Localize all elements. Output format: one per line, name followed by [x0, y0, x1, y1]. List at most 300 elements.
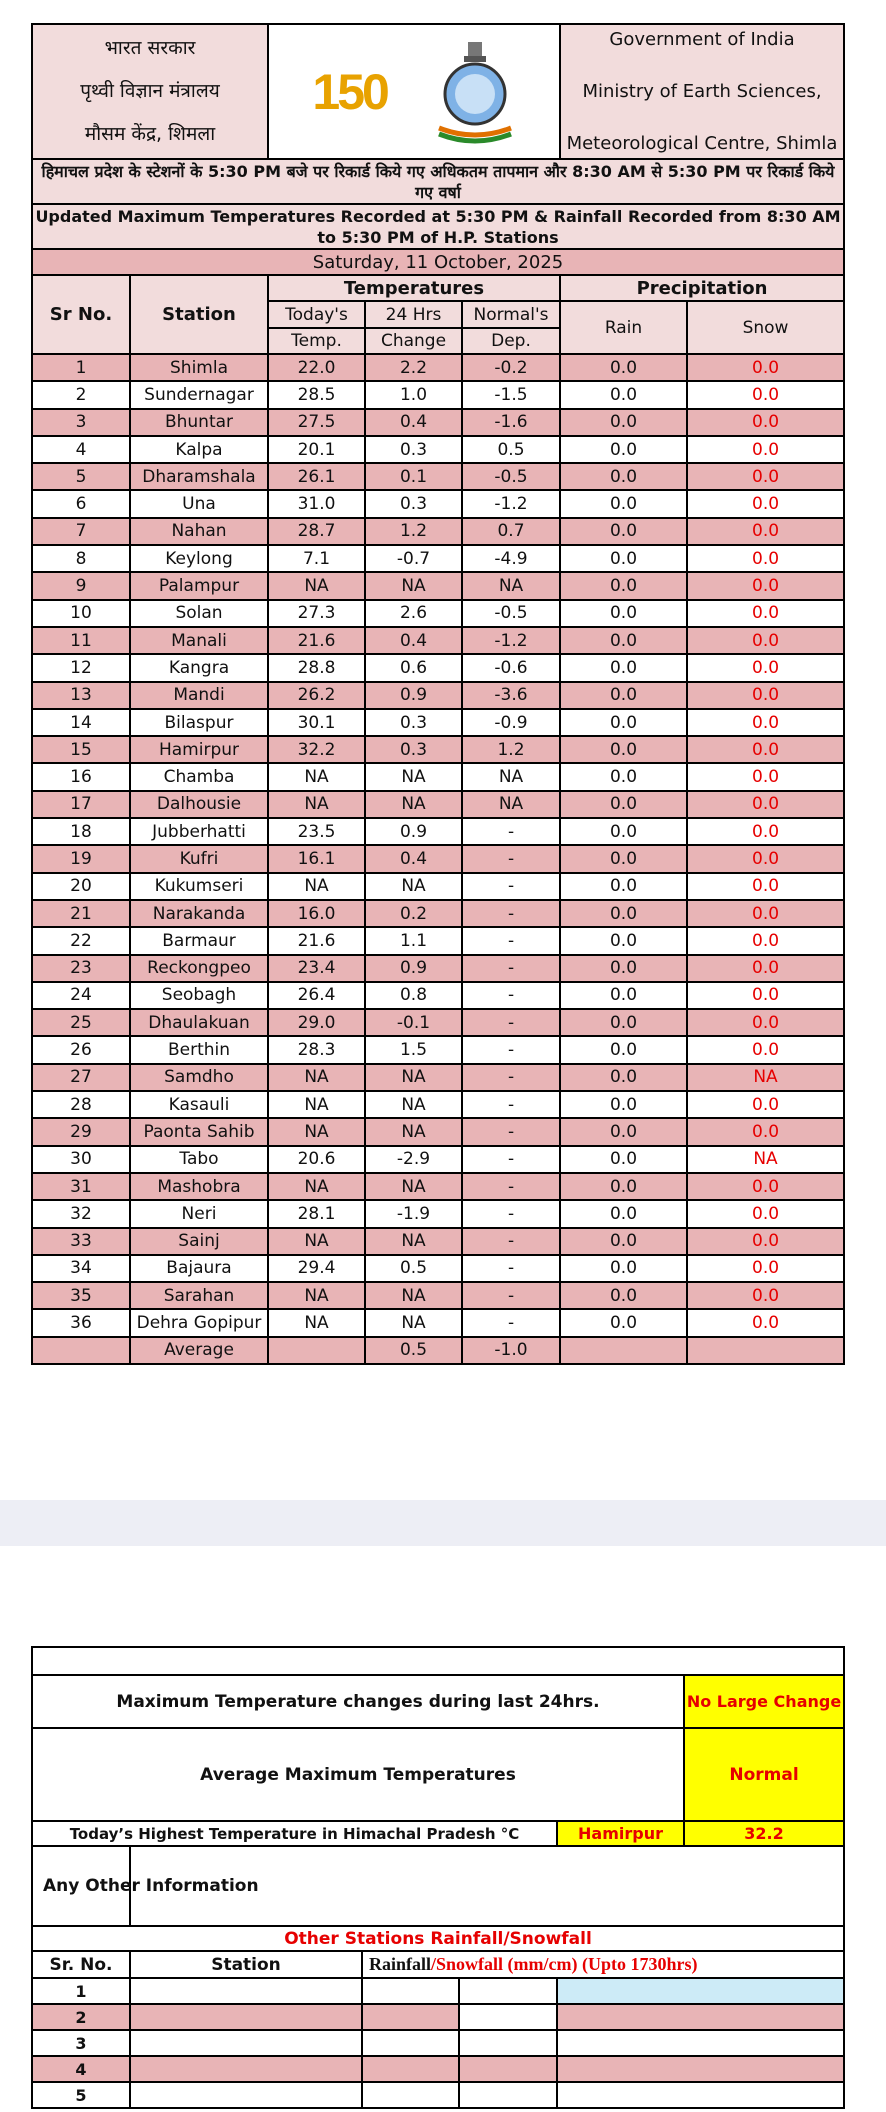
sr-no: 31 [32, 1173, 130, 1200]
hindi-line: मौसम केंद्र, शिमला [84, 123, 216, 145]
hindi-line: पृथ्वी विज्ञान मंत्रालय [80, 80, 220, 102]
change-value: No Large Change [684, 1675, 844, 1728]
highest-label: Today’s Highest Temperature in Himachal Pradesh °C [32, 1821, 557, 1846]
summary-table [31, 1646, 845, 2109]
other-station-row [32, 2082, 844, 2108]
sr-no: 13 [32, 682, 130, 709]
station-name: Kukumseri [130, 873, 268, 900]
rain-value: 0.0 [560, 545, 687, 572]
rain-value: 0.0 [560, 1064, 687, 1091]
change-24h: NA [365, 763, 462, 790]
col-change: 24 Hrs [365, 301, 462, 328]
other-station-row [32, 2030, 844, 2056]
station-name: Bilaspur [130, 709, 268, 736]
rain-value: 0.0 [560, 409, 687, 436]
today-temp: 28.5 [268, 381, 365, 408]
normal-dep: - [462, 1064, 560, 1091]
station-row [32, 654, 844, 681]
snow-value: 0.0 [687, 763, 844, 790]
station-row [32, 873, 844, 900]
snow-value: 0.0 [687, 545, 844, 572]
change-24h: 1.1 [365, 927, 462, 954]
station-row [32, 818, 844, 845]
station-name: Chamba [130, 763, 268, 790]
sr-no: 21 [32, 900, 130, 927]
hindi-title: हिमाचल प्रदेश के स्टेशनों के 5:30 PM बजे पर रिकार्ड किये गए अधिकतम तापमान और 8:30 AM से 5:30 PM पर रिकार्ड किये गए वर्षा [32, 159, 844, 204]
change-24h: 0.9 [365, 682, 462, 709]
station-name: Paonta Sahib [130, 1118, 268, 1145]
station-row [32, 572, 844, 599]
change-24h: 0.9 [365, 955, 462, 982]
normal-dep: - [462, 873, 560, 900]
rain-value: 0.0 [560, 818, 687, 845]
other-station-cell [557, 2004, 844, 2030]
station-name: Kangra [130, 654, 268, 681]
other-station-cell [130, 2082, 362, 2108]
sr-no: 20 [32, 873, 130, 900]
station-name: Neri [130, 1200, 268, 1227]
blank-row [32, 1647, 844, 1675]
today-temp: 32.2 [268, 736, 365, 763]
rain-value: 0.0 [560, 436, 687, 463]
normal-dep: 0.5 [462, 436, 560, 463]
rain-value: 0.0 [560, 463, 687, 490]
other-station-cell [459, 2082, 557, 2108]
snow-value: 0.0 [687, 1228, 844, 1255]
station-name: Kasauli [130, 1091, 268, 1118]
sr-no: 28 [32, 1091, 130, 1118]
rain-value: 0.0 [560, 845, 687, 872]
sr-no: 5 [32, 463, 130, 490]
today-temp: 27.3 [268, 600, 365, 627]
col-precipitation: Precipitation [560, 275, 844, 301]
sr-no: 18 [32, 818, 130, 845]
station-name: Narakanda [130, 900, 268, 927]
snow-value: 0.0 [687, 1118, 844, 1145]
station-name: Bajaura [130, 1255, 268, 1282]
station-row [32, 1173, 844, 1200]
snow-value: NA [687, 1064, 844, 1091]
station-row [32, 600, 844, 627]
col-normal: Normal's [462, 301, 560, 328]
change-24h: 0.3 [365, 736, 462, 763]
change-24h: NA [365, 1064, 462, 1091]
normal-dep: - [462, 1282, 560, 1309]
today-temp: NA [268, 572, 365, 599]
change-24h: 1.5 [365, 1036, 462, 1063]
normal-dep: -4.9 [462, 545, 560, 572]
other-station-cell [557, 2030, 844, 2056]
today-temp: 20.6 [268, 1146, 365, 1173]
normal-dep: -0.9 [462, 709, 560, 736]
sr-no: 9 [32, 572, 130, 599]
change-24h: 1.2 [365, 518, 462, 545]
normal-dep: -0.5 [462, 463, 560, 490]
normal-dep: - [462, 1009, 560, 1036]
col-today: Today's [268, 301, 365, 328]
normal-dep: -0.6 [462, 654, 560, 681]
snow-value: 0.0 [687, 682, 844, 709]
station-name: Berthin [130, 1036, 268, 1063]
report-date: Saturday, 11 October, 2025 [32, 249, 844, 275]
station-name: Dhaulakuan [130, 1009, 268, 1036]
other-station-cell [362, 1978, 459, 2004]
rain-value: 0.0 [560, 900, 687, 927]
normal-dep: -0.2 [462, 354, 560, 381]
change-24h: 0.3 [365, 490, 462, 517]
other-station-row [32, 2056, 844, 2082]
rain-value: 0.0 [560, 1118, 687, 1145]
station-row [32, 381, 844, 408]
rain-value: 0.0 [560, 1146, 687, 1173]
change-24h: NA [365, 873, 462, 900]
station-name: Keylong [130, 545, 268, 572]
rain-value: 0.0 [560, 791, 687, 818]
normal-dep: 0.7 [462, 518, 560, 545]
change-24h: 0.4 [365, 845, 462, 872]
snow-value: 0.0 [687, 791, 844, 818]
change-24h: 0.1 [365, 463, 462, 490]
col-station: Station [130, 275, 268, 354]
today-temp: 16.0 [268, 900, 365, 927]
sr-no: 24 [32, 982, 130, 1009]
today-temp: 23.5 [268, 818, 365, 845]
station-row [32, 682, 844, 709]
station-row [32, 627, 844, 654]
logo-cell [268, 24, 560, 159]
other-station-row [32, 1978, 844, 2004]
normal-dep: -1.6 [462, 409, 560, 436]
station-name: Mashobra [130, 1173, 268, 1200]
english-line: Meteorological Centre, Shimla [566, 133, 838, 154]
normal-dep: -3.6 [462, 682, 560, 709]
anniversary-logo: 150 [312, 63, 387, 120]
other-station-cell [130, 2004, 362, 2030]
change-24h: NA [365, 1118, 462, 1145]
rain-value: 0.0 [560, 518, 687, 545]
other-station-cell [362, 2030, 459, 2056]
sr-no: 15 [32, 736, 130, 763]
snow-value: 0.0 [687, 600, 844, 627]
rain-value: 0.0 [560, 354, 687, 381]
change-24h: 0.6 [365, 654, 462, 681]
change-24h: 0.3 [365, 436, 462, 463]
hindi-org-header [32, 24, 268, 159]
today-temp: 29.0 [268, 1009, 365, 1036]
snow-value: 0.0 [687, 873, 844, 900]
rain-value: 0.0 [560, 627, 687, 654]
today-temp: NA [268, 791, 365, 818]
change-24h: 0.4 [365, 409, 462, 436]
normal-dep: NA [462, 791, 560, 818]
snow-value: 0.0 [687, 818, 844, 845]
snow-value: 0.0 [687, 518, 844, 545]
normal-dep: - [462, 1036, 560, 1063]
other-station-cell [362, 2004, 459, 2030]
rain-value: 0.0 [560, 490, 687, 517]
sr-no: 11 [32, 627, 130, 654]
imd-emblem-icon [434, 42, 516, 142]
snow-value: 0.0 [687, 490, 844, 517]
sr-no: 34 [32, 1255, 130, 1282]
station-row [32, 709, 844, 736]
col-normal-sub: Dep. [462, 328, 560, 354]
snow-value: 0.0 [687, 1200, 844, 1227]
station-name: Shimla [130, 354, 268, 381]
average-empty [32, 1337, 130, 1364]
other-station-cell [557, 2056, 844, 2082]
col-temperatures: Temperatures [268, 275, 560, 301]
today-temp: NA [268, 1309, 365, 1336]
snow-value: 0.0 [687, 463, 844, 490]
normal-dep: - [462, 955, 560, 982]
sr-label: Sr. No. [32, 1951, 130, 1978]
station-row [32, 927, 844, 954]
normal-dep: - [462, 1228, 560, 1255]
average-change: 0.5 [365, 1337, 462, 1364]
station-row [32, 1009, 844, 1036]
other-station-cell [459, 2056, 557, 2082]
other-station-cell [557, 1978, 844, 2004]
other-station-cell [130, 2056, 362, 2082]
rain-value: 0.0 [560, 1228, 687, 1255]
rain-value: 0.0 [560, 682, 687, 709]
other-info-label: Any Other Information [32, 1846, 130, 1926]
today-temp: 28.1 [268, 1200, 365, 1227]
station-row [32, 1200, 844, 1227]
station-row [32, 490, 844, 517]
rainfall-header [362, 1951, 844, 1978]
change-24h: -0.7 [365, 545, 462, 572]
change-24h: 0.2 [365, 900, 462, 927]
other-station-cell [362, 2056, 459, 2082]
sr-no: 12 [32, 654, 130, 681]
other-station-cell [130, 2030, 362, 2056]
normal-dep: - [462, 1309, 560, 1336]
change-24h: 1.0 [365, 381, 462, 408]
today-temp: 28.8 [268, 654, 365, 681]
other-station-cell [459, 2030, 557, 2056]
snow-value: 0.0 [687, 955, 844, 982]
snow-value: 0.0 [687, 381, 844, 408]
today-temp: 30.1 [268, 709, 365, 736]
average-dep: -1.0 [462, 1337, 560, 1364]
normal-dep: - [462, 982, 560, 1009]
station-label: Station [130, 1951, 362, 1978]
english-line: Government of India [609, 29, 795, 50]
other-sr-no: 4 [32, 2056, 130, 2082]
today-temp: 26.4 [268, 982, 365, 1009]
normal-dep: -0.5 [462, 600, 560, 627]
snow-value: 0.0 [687, 354, 844, 381]
snow-value: 0.0 [687, 982, 844, 1009]
station-row [32, 791, 844, 818]
today-temp: NA [268, 1282, 365, 1309]
station-row [32, 1118, 844, 1145]
sr-no: 7 [32, 518, 130, 545]
average-empty [268, 1337, 365, 1364]
today-temp: 23.4 [268, 955, 365, 982]
snow-value: 0.0 [687, 736, 844, 763]
station-row [32, 1255, 844, 1282]
normal-dep: - [462, 1118, 560, 1145]
average-row [32, 1337, 844, 1364]
other-station-cell [459, 2004, 557, 2030]
rain-value: 0.0 [560, 873, 687, 900]
col-rain: Rain [560, 301, 687, 354]
station-row [32, 845, 844, 872]
change-24h: 2.6 [365, 600, 462, 627]
snow-value: 0.0 [687, 1091, 844, 1118]
today-temp: NA [268, 1228, 365, 1255]
normal-dep: - [462, 1200, 560, 1227]
snow-value: 0.0 [687, 709, 844, 736]
english-line: Ministry of Earth Sciences, [582, 81, 822, 102]
english-org-header [560, 24, 844, 159]
station-row [32, 436, 844, 463]
normal-dep: - [462, 1091, 560, 1118]
normal-dep: -1.2 [462, 490, 560, 517]
sr-no: 6 [32, 490, 130, 517]
other-station-cell [557, 2082, 844, 2108]
sr-no: 27 [32, 1064, 130, 1091]
station-row [32, 982, 844, 1009]
sr-no: 4 [32, 436, 130, 463]
station-row [32, 463, 844, 490]
change-24h: -1.9 [365, 1200, 462, 1227]
highest-station: Hamirpur [557, 1821, 684, 1846]
station-name: Seobagh [130, 982, 268, 1009]
rain-value: 0.0 [560, 1309, 687, 1336]
station-row [32, 736, 844, 763]
sr-no: 3 [32, 409, 130, 436]
station-row [32, 545, 844, 572]
today-temp: NA [268, 1173, 365, 1200]
rain-value: 0.0 [560, 1036, 687, 1063]
sr-no: 10 [32, 600, 130, 627]
rain-value: 0.0 [560, 1282, 687, 1309]
change-24h: NA [365, 1309, 462, 1336]
rain-value: 0.0 [560, 1009, 687, 1036]
station-name: Barmaur [130, 927, 268, 954]
col-today-sub: Temp. [268, 328, 365, 354]
today-temp: 21.6 [268, 927, 365, 954]
normal-dep: - [462, 845, 560, 872]
station-row [32, 518, 844, 545]
station-name: Manali [130, 627, 268, 654]
station-row [32, 1036, 844, 1063]
other-stations-title: Other Stations Rainfall/Snowfall [32, 1926, 844, 1951]
station-name: Dehra Gopipur [130, 1309, 268, 1336]
rain-value: 0.0 [560, 709, 687, 736]
rain-value: 0.0 [560, 572, 687, 599]
station-name: Samdho [130, 1064, 268, 1091]
sr-no: 14 [32, 709, 130, 736]
sr-no: 36 [32, 1309, 130, 1336]
station-name: Solan [130, 600, 268, 627]
col-sr-no: Sr No. [32, 275, 130, 354]
avg-label: Average Maximum Temperatures [32, 1728, 684, 1821]
station-row [32, 1309, 844, 1336]
station-name: Nahan [130, 518, 268, 545]
today-temp: 31.0 [268, 490, 365, 517]
snow-value: NA [687, 1146, 844, 1173]
change-24h: NA [365, 791, 462, 818]
sr-no: 33 [32, 1228, 130, 1255]
col-change-sub: Change [365, 328, 462, 354]
rain-value: 0.0 [560, 955, 687, 982]
snow-value: 0.0 [687, 1036, 844, 1063]
page-gap [0, 1500, 886, 1546]
snow-value: 0.0 [687, 1173, 844, 1200]
rain-value: 0.0 [560, 654, 687, 681]
sr-no: 19 [32, 845, 130, 872]
today-temp: 28.3 [268, 1036, 365, 1063]
sr-no: 17 [32, 791, 130, 818]
station-row [32, 1091, 844, 1118]
station-row [32, 763, 844, 790]
today-temp: 16.1 [268, 845, 365, 872]
avg-value: Normal [684, 1728, 844, 1821]
normal-dep: - [462, 927, 560, 954]
sr-no: 32 [32, 1200, 130, 1227]
temperature-table [31, 23, 845, 1365]
sr-no: 35 [32, 1282, 130, 1309]
snow-value: 0.0 [687, 572, 844, 599]
other-station-cell [362, 2082, 459, 2108]
today-temp: NA [268, 1064, 365, 1091]
today-temp: 29.4 [268, 1255, 365, 1282]
rain-value: 0.0 [560, 982, 687, 1009]
average-label: Average [130, 1337, 268, 1364]
sr-no: 29 [32, 1118, 130, 1145]
rain-value: 0.0 [560, 1173, 687, 1200]
station-name: Bhuntar [130, 409, 268, 436]
normal-dep: -1.2 [462, 627, 560, 654]
station-row [32, 1282, 844, 1309]
rain-value: 0.0 [560, 927, 687, 954]
other-station-cell [459, 1978, 557, 2004]
sr-no: 8 [32, 545, 130, 572]
sr-no: 23 [32, 955, 130, 982]
normal-dep: NA [462, 572, 560, 599]
sr-no: 16 [32, 763, 130, 790]
station-row [32, 1228, 844, 1255]
normal-dep: - [462, 900, 560, 927]
highest-value: 32.2 [684, 1821, 844, 1846]
station-row [32, 409, 844, 436]
other-station-cell [130, 1978, 362, 2004]
station-name: Palampur [130, 572, 268, 599]
change-24h: NA [365, 1091, 462, 1118]
station-name: Sarahan [130, 1282, 268, 1309]
snow-value: 0.0 [687, 627, 844, 654]
today-temp: 26.1 [268, 463, 365, 490]
today-temp: 21.6 [268, 627, 365, 654]
today-temp: 27.5 [268, 409, 365, 436]
other-sr-no: 5 [32, 2082, 130, 2108]
station-name: Sundernagar [130, 381, 268, 408]
normal-dep: - [462, 1173, 560, 1200]
sr-no: 1 [32, 354, 130, 381]
station-name: Dharamshala [130, 463, 268, 490]
col-snow: Snow [687, 301, 844, 354]
today-temp: 22.0 [268, 354, 365, 381]
today-temp: NA [268, 1091, 365, 1118]
other-station-row [32, 2004, 844, 2030]
station-name: Kufri [130, 845, 268, 872]
today-temp: 20.1 [268, 436, 365, 463]
